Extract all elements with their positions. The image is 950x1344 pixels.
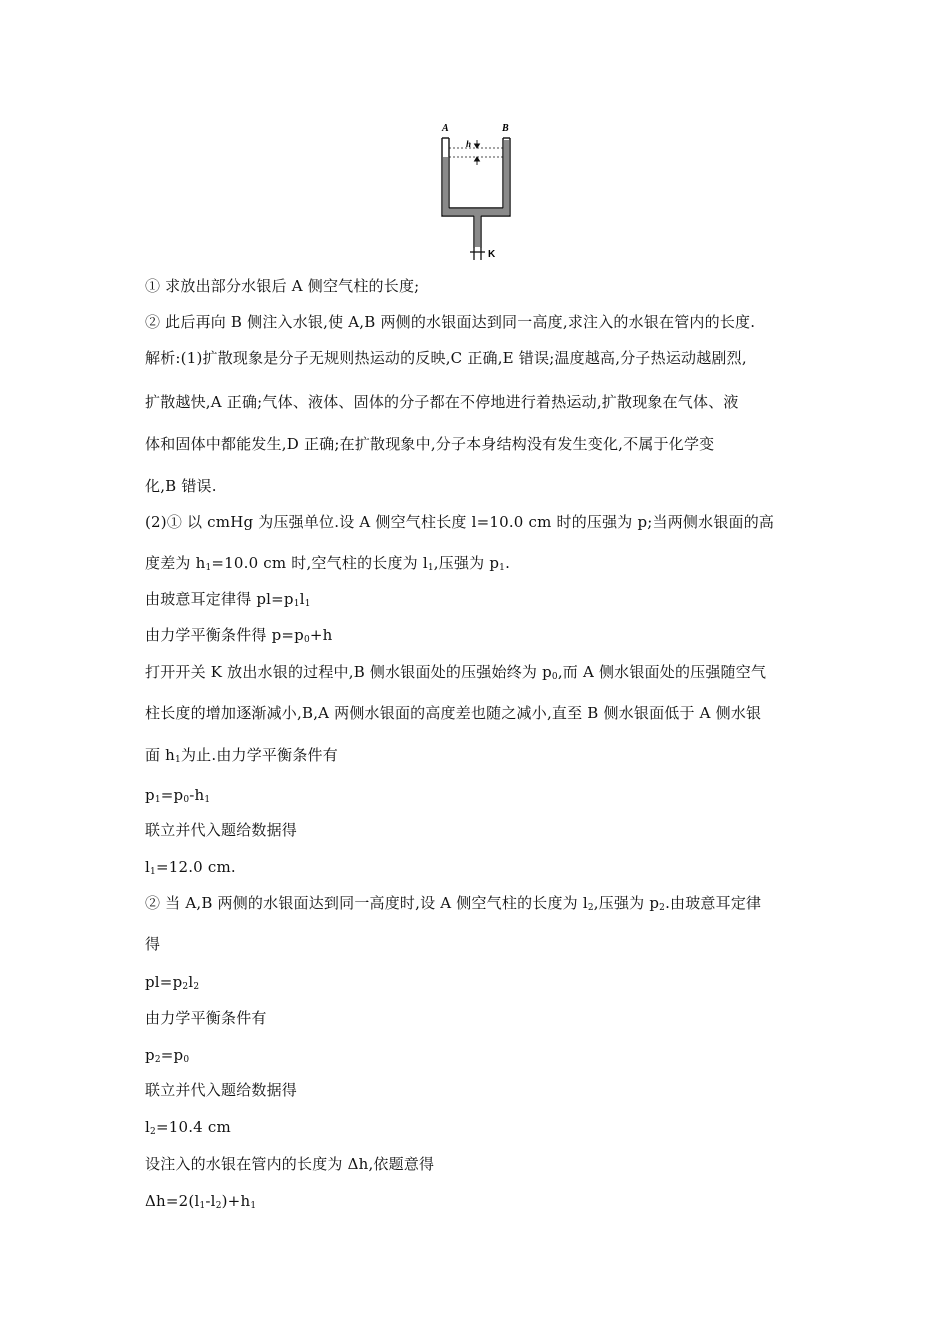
analysis-line-4: 化,B 错误. (145, 477, 217, 495)
solution-part-2-line-1: ② 当 A,B 两侧的水银面达到同一高度时,设 A 侧空气柱的长度为 $l_2$,压强为 $p_2$.由玻意耳定律 (145, 894, 762, 913)
question-part-2: ② 此后再向 B 侧注入水银,使 A,B 两侧的水银面达到同一高度,求注入的水银在管内的长度. (145, 313, 756, 331)
u-tube-diagram (434, 120, 520, 266)
boyle-law-equation-1: 由玻意耳定律得 $pl=p_1l_1$ (145, 590, 311, 609)
substitute-line-2: 联立并代入题给数据得 (145, 1081, 298, 1099)
solution-line-3: 打开开关 K 放出水银的过程中,B 侧水银面处的压强始终为 $p_0$,而 A 侧水银面处的压强随空气 (145, 663, 767, 682)
solution-line-1: (2)① 以 cmHg 为压强单位.设 A 侧空气柱长度 l=10.0 cm 时的压强为 p;当两侧水银面的高 (145, 513, 775, 531)
solution-line-4: 柱长度的增加逐渐减小,B,A 两侧水银面的高度差也随之减小,直至 B 侧水银面低于 A 侧水银 (145, 704, 762, 722)
result-l1: $l_1=12.0$ cm. (145, 858, 236, 877)
balance-equation-2: $p_1=p_0-h_1$ (145, 786, 211, 805)
mercury-column (443, 140, 509, 247)
valve-k (470, 248, 485, 260)
result-l2: $l_2=10.4$ cm (145, 1118, 231, 1137)
question-part-1: ① 求放出部分水银后 A 侧空气柱的长度; (145, 277, 420, 295)
delta-h-equation: $\Delta h=2(l_1-l_2)+h_1$ (145, 1192, 257, 1211)
label-k: K (488, 249, 496, 260)
balance-line-2: 由力学平衡条件有 (145, 1009, 267, 1027)
balance-equation-3: $p_2=p_0$ (145, 1046, 190, 1065)
level-lines (449, 148, 503, 157)
label-b: B (502, 123, 509, 134)
analysis-line-3: 体和固体中都能发生,D 正确;在扩散现象中,分子本身结构没有发生变化,不属于化学变 (145, 435, 715, 453)
analysis-line-2: 扩散越快,A 正确;气体、液体、固体的分子都在不停地进行着热运动,扩散现象在气体、液 (145, 393, 739, 411)
analysis-line-1: 解析:(1)扩散现象是分子无规则热运动的反映,C 正确,E 错误;温度越高,分子热运动越剧烈, (145, 349, 747, 367)
label-h: h (466, 139, 472, 149)
balance-equation-1: 由力学平衡条件得 $p=p_0+h$ (145, 626, 333, 645)
label-a: A (442, 123, 449, 134)
solution-line-2: 度差为 $h_1=10.0$ cm 时,空气柱的长度为 $l_1$,压强为 $p_1$. (145, 554, 511, 573)
substitute-line-1: 联立并代入题给数据得 (145, 821, 298, 839)
boyle-law-equation-2: $pl=p_2l_2$ (145, 973, 200, 992)
h-arrows (475, 140, 480, 165)
delta-h-intro: 设注入的水银在管内的长度为 Δh,依题意得 (145, 1155, 435, 1173)
solution-part-2-line-2: 得 (145, 935, 161, 953)
solution-line-5: 面 $h_1$为止.由力学平衡条件有 (145, 746, 338, 765)
